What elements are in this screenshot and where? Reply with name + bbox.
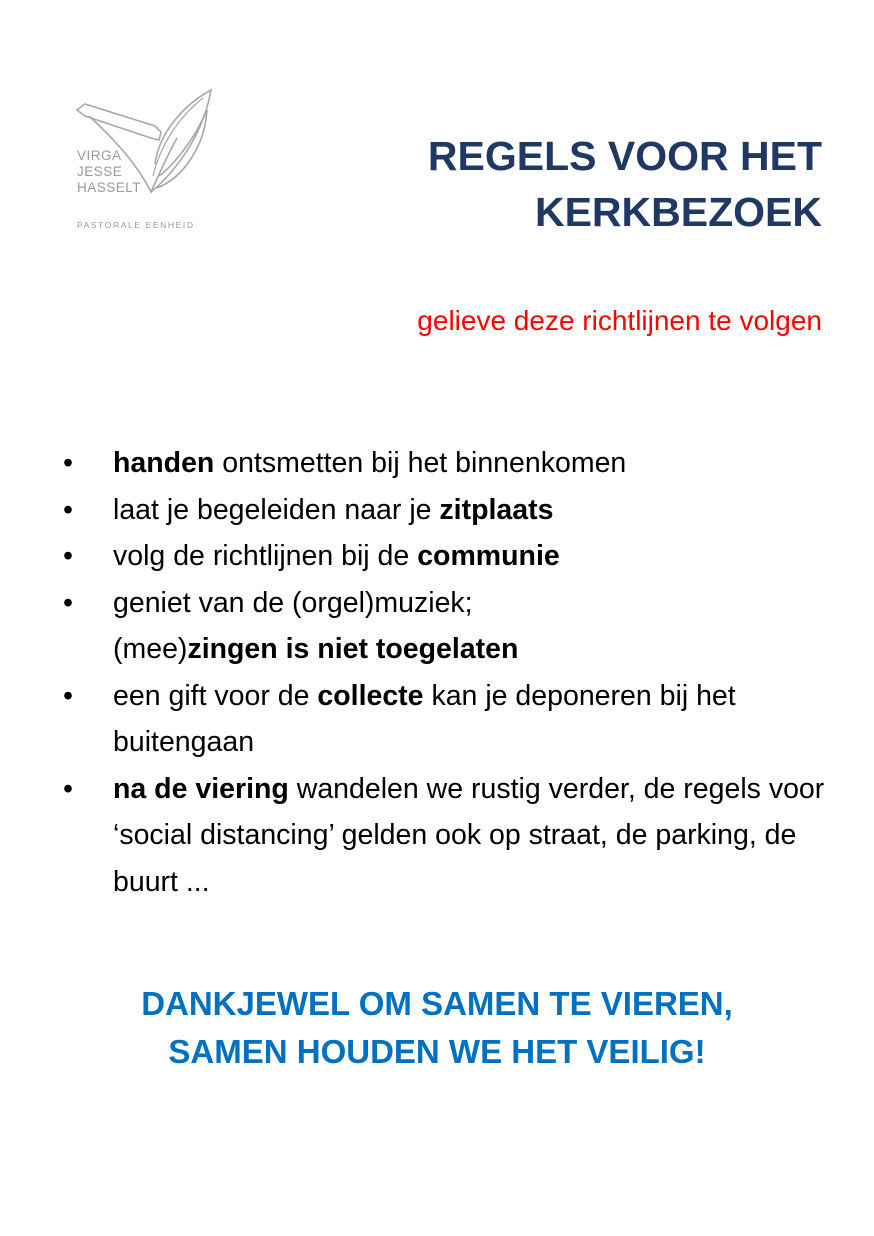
rule-text: wandelen we rustig verder, de regels voor ‘social distancing’ gelden ook op straat, de parking, de buurt ...	[113, 772, 825, 898]
closing-message	[0, 980, 874, 1076]
rule-text-bold: zingen is niet toegelaten	[187, 633, 519, 665]
rules-list	[58, 440, 838, 905]
rule-text: laat je begeleiden naar je	[113, 493, 440, 526]
logo-line-1: VIRGA	[77, 148, 122, 163]
logo-name	[77, 148, 141, 196]
title-line-2: KERKBEZOEK	[534, 189, 822, 235]
closing-line-2: SAMEN HOUDEN WE HET VEILIG!	[168, 1033, 706, 1070]
rule-text-bold: zitplaats	[439, 493, 554, 526]
bullet-icon: •	[63, 447, 73, 479]
title-line-1: REGELS VOOR HET	[427, 133, 822, 179]
rule-text-bold: communie	[417, 540, 560, 572]
rule-item	[58, 673, 838, 766]
rule-item	[58, 533, 838, 580]
rule-text: geniet van de (orgel)muziek;	[113, 586, 473, 619]
bullet-icon: •	[63, 540, 73, 572]
rule-text-bold: na de viering	[113, 772, 289, 805]
closing-line-1: DANKJEWEL OM SAMEN TE VIEREN,	[141, 985, 733, 1022]
rule-text: kan je deponeren bij het buitengaan	[113, 679, 736, 758]
bullet-icon: •	[63, 493, 73, 526]
rule-text: een gift voor de	[113, 679, 318, 712]
rule-item	[58, 487, 838, 534]
rule-item	[58, 440, 838, 487]
parish-logo	[55, 80, 235, 250]
rule-text: (mee)	[113, 633, 188, 665]
logo-subtitle: PASTORALE EENHEID	[77, 220, 195, 230]
bullet-icon: •	[63, 679, 73, 712]
rule-text-bold: collecte	[317, 679, 424, 712]
page-title	[428, 128, 822, 240]
rule-item	[58, 580, 838, 673]
logo-line-2: JESSE	[77, 164, 123, 179]
rule-text-bold: handen	[113, 447, 215, 479]
rule-item	[58, 766, 838, 906]
rule-text: ontsmetten bij het binnenkomen	[214, 447, 627, 479]
bullet-icon: •	[63, 772, 73, 805]
logo-line-3: HASSELT	[77, 180, 142, 195]
rule-text: volg de richtlijnen bij de	[113, 540, 418, 572]
page-subtitle: gelieve deze richtlijnen te volgen	[417, 305, 822, 336]
bullet-icon: •	[63, 586, 73, 619]
